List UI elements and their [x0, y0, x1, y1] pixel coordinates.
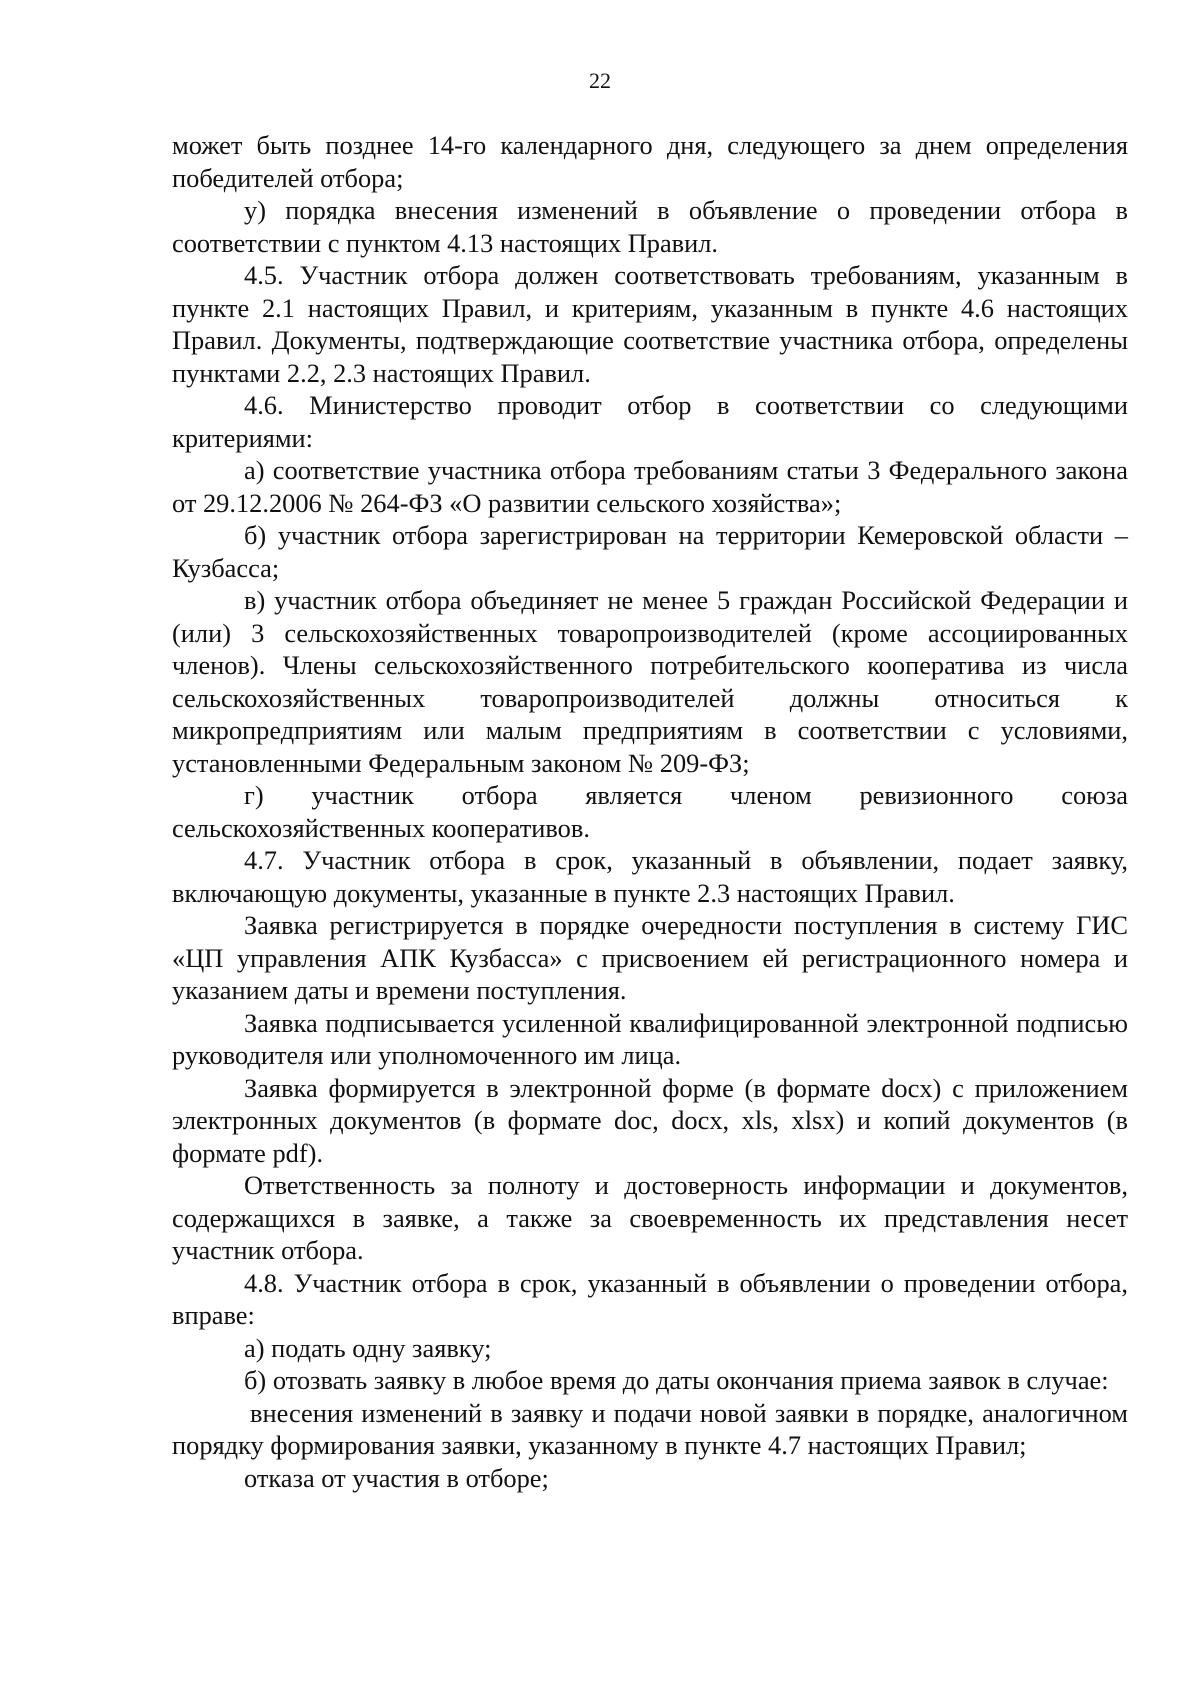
document-body — [172, 129, 1128, 1494]
paragraph-criterion-b: б) участник отбора зарегистрирован на территории Кемеровской области – Кузбасса; — [172, 520, 1128, 583]
paragraph-responsibility: Ответственность за полноту и достоверность информации и документов, содержащихся в заявке, а также за своевременность их представления несет участник отбора. — [172, 1170, 1128, 1265]
paragraph-case-refusal: отказа от участия в отборе; — [244, 1462, 549, 1493]
paragraph-continuation: может быть позднее 14-го календарного дня, следующего за днем определения победителей отбора; — [172, 130, 1128, 193]
paragraph-right-b: б) отозвать заявку в любое время до даты окончания приема заявок в случае: — [244, 1365, 1109, 1395]
paragraph-application-signature: Заявка подписывается усиленной квалифицированной электронной подписью руководителя или уполномоченного им лица. — [172, 1007, 1128, 1070]
paragraph-criterion-v: в) участник отбора объединяет не менее 5 граждан Российской Федерации и (или) 3 сельскохозяйственных товаропроизводителей (кроме ассоциированных членов). Члены сельскохозяйственного потребительского кооператива из числа сельскохозяйственных товаропроизводителей должны относиться к микропредприятиям или малым предприятиям в соответствии с условиями, установленными Федеральным законом № 209-ФЗ; — [172, 585, 1128, 778]
paragraph-criterion-g: г) участник отбора является членом ревизионного союза сельскохозяйственных кооперативов. — [172, 780, 1128, 843]
paragraph-item-u: у) порядка внесения изменений в объявление о проведении отбора в соответствии с пунктом 4.13 настоящих Правил. — [172, 195, 1128, 258]
paragraph-criterion-a: а) соответствие участника отбора требованиям статьи 3 Федерального закона от 29.12.2006 № 264-ФЗ «О развитии сельского хозяйства»; — [172, 455, 1128, 518]
paragraph-right-a: а) подать одну заявку; — [244, 1332, 492, 1363]
paragraph-4-8: 4.8. Участник отбора в срок, указанный в объявлении о проведении отбора, вправе: — [172, 1267, 1128, 1330]
paragraph-case-changes: внесения изменений в заявку и подачи новой заявки в порядке, аналогичном порядку формирования заявки, указанному в пункте 4.7 настоящих Правил; — [172, 1397, 1128, 1460]
paragraph-application-registration: Заявка регистрируется в порядке очередности поступления в систему ГИС «ЦП управления АПК Кузбасса» с присвоением ей регистрационного номера и указанием даты и времени поступления. — [172, 910, 1128, 1005]
page-number: 22 — [589, 68, 611, 93]
paragraph-application-format: Заявка формируется в электронной форме (в формате docx) с приложением электронных документов (в формате doc, docx, xls, xlsx) и копий документов (в формате pdf). — [172, 1072, 1128, 1168]
paragraph-4-5: 4.5. Участник отбора должен соответствовать требованиям, указанным в пункте 2.1 настоящих Правил, и критериям, указанным в пункте 4.6 настоящих Правил. Документы, подтверждающие соответствие участника отбора, определены пунктами 2.2, 2.3 настоящих Правил. — [172, 260, 1128, 388]
paragraph-4-6: 4.6. Министерство проводит отбор в соответствии со следующими критериями: — [172, 390, 1128, 453]
paragraph-4-7: 4.7. Участник отбора в срок, указанный в объявлении, подает заявку, включающую документы, указанные в пункте 2.3 настоящих Правил. — [172, 845, 1128, 908]
